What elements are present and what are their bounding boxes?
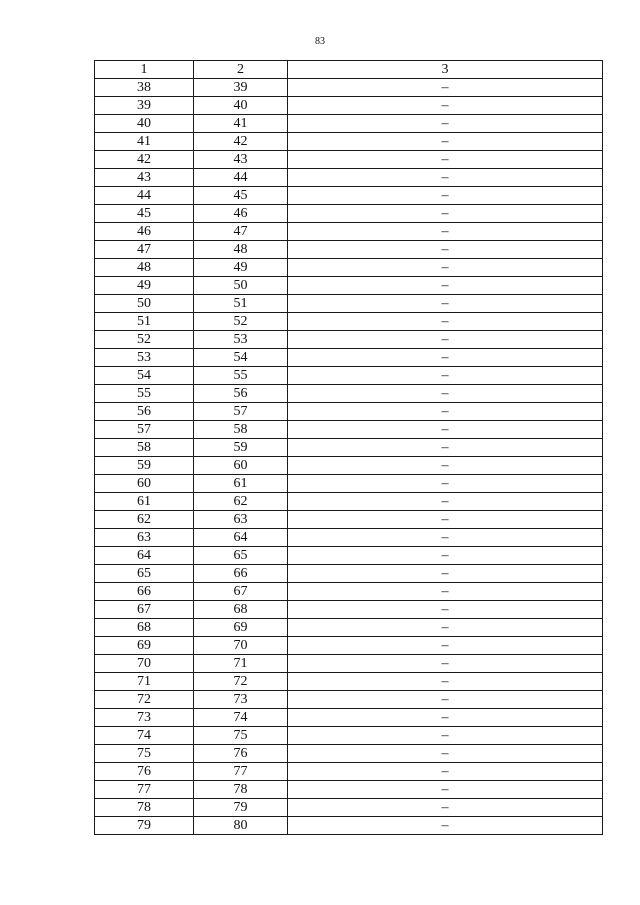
table-cell-col-1: 48	[95, 259, 194, 277]
table-cell-col-1: 64	[95, 547, 194, 565]
table-row	[95, 511, 603, 529]
table-cell-col-3: –	[288, 781, 603, 799]
table-cell-col-2: 45	[194, 187, 288, 205]
table-cell-col-3: –	[288, 475, 603, 493]
table-row	[95, 277, 603, 295]
table-header	[95, 61, 603, 79]
table-cell-col-2: 43	[194, 151, 288, 169]
table-row	[95, 583, 603, 601]
table-cell-col-3: –	[288, 583, 603, 601]
table-row	[95, 745, 603, 763]
data-table	[94, 60, 603, 835]
table-cell-col-3: –	[288, 205, 603, 223]
table-row	[95, 727, 603, 745]
table-row	[95, 133, 603, 151]
table-cell-col-3: –	[288, 79, 603, 97]
table-cell-col-3: –	[288, 151, 603, 169]
table-cell-col-3: –	[288, 673, 603, 691]
table-row	[95, 709, 603, 727]
table-cell-col-1: 52	[95, 331, 194, 349]
table-cell-col-1: 57	[95, 421, 194, 439]
table-cell-col-3: –	[288, 763, 603, 781]
table-row	[95, 439, 603, 457]
table-cell-col-3: –	[288, 493, 603, 511]
table-cell-col-2: 39	[194, 79, 288, 97]
table-cell-col-2: 72	[194, 673, 288, 691]
table-cell-col-3: –	[288, 619, 603, 637]
table-cell-col-2: 59	[194, 439, 288, 457]
column-header-3: 3	[288, 61, 603, 79]
table-cell-col-1: 59	[95, 457, 194, 475]
table-cell-col-2: 70	[194, 637, 288, 655]
table-cell-col-2: 71	[194, 655, 288, 673]
table-cell-col-1: 69	[95, 637, 194, 655]
table-cell-col-3: –	[288, 385, 603, 403]
table-cell-col-3: –	[288, 367, 603, 385]
table-cell-col-2: 51	[194, 295, 288, 313]
table-cell-col-3: –	[288, 529, 603, 547]
table-cell-col-1: 65	[95, 565, 194, 583]
table-cell-col-3: –	[288, 223, 603, 241]
table-row	[95, 349, 603, 367]
column-header-1: 1	[95, 61, 194, 79]
table-cell-col-2: 69	[194, 619, 288, 637]
table-cell-col-1: 67	[95, 601, 194, 619]
table-cell-col-1: 50	[95, 295, 194, 313]
table-cell-col-1: 47	[95, 241, 194, 259]
table-row	[95, 331, 603, 349]
table-row	[95, 493, 603, 511]
table-cell-col-1: 49	[95, 277, 194, 295]
table-cell-col-3: –	[288, 655, 603, 673]
table-body	[95, 79, 603, 835]
table-cell-col-3: –	[288, 817, 603, 835]
table-cell-col-2: 80	[194, 817, 288, 835]
table-cell-col-2: 63	[194, 511, 288, 529]
table-cell-col-3: –	[288, 709, 603, 727]
table-row	[95, 655, 603, 673]
table-cell-col-1: 42	[95, 151, 194, 169]
table-cell-col-3: –	[288, 403, 603, 421]
table-cell-col-2: 77	[194, 763, 288, 781]
table-row	[95, 457, 603, 475]
table-row	[95, 421, 603, 439]
table-row	[95, 637, 603, 655]
table-cell-col-3: –	[288, 745, 603, 763]
table-cell-col-2: 61	[194, 475, 288, 493]
table-row	[95, 673, 603, 691]
table-cell-col-2: 50	[194, 277, 288, 295]
table-cell-col-1: 40	[95, 115, 194, 133]
table-cell-col-3: –	[288, 259, 603, 277]
table-cell-col-1: 61	[95, 493, 194, 511]
table-row	[95, 601, 603, 619]
page-number: 83	[315, 36, 325, 47]
table-cell-col-1: 38	[95, 79, 194, 97]
table-cell-col-2: 79	[194, 799, 288, 817]
table-cell-col-1: 56	[95, 403, 194, 421]
table-cell-col-2: 53	[194, 331, 288, 349]
table-cell-col-2: 41	[194, 115, 288, 133]
table-row	[95, 205, 603, 223]
table-cell-col-1: 79	[95, 817, 194, 835]
table-cell-col-3: –	[288, 799, 603, 817]
table-cell-col-3: –	[288, 241, 603, 259]
table-cell-col-1: 75	[95, 745, 194, 763]
table-cell-col-1: 76	[95, 763, 194, 781]
table-cell-col-3: –	[288, 97, 603, 115]
table-cell-col-3: –	[288, 277, 603, 295]
table-cell-col-3: –	[288, 133, 603, 151]
table-cell-col-3: –	[288, 421, 603, 439]
table-cell-col-1: 60	[95, 475, 194, 493]
table-cell-col-2: 57	[194, 403, 288, 421]
table-cell-col-2: 47	[194, 223, 288, 241]
table-cell-col-3: –	[288, 331, 603, 349]
table-row	[95, 799, 603, 817]
table-cell-col-2: 60	[194, 457, 288, 475]
table-cell-col-2: 73	[194, 691, 288, 709]
table-row	[95, 259, 603, 277]
table-cell-col-2: 52	[194, 313, 288, 331]
column-header-2: 2	[194, 61, 288, 79]
table-cell-col-3: –	[288, 547, 603, 565]
table-cell-col-1: 68	[95, 619, 194, 637]
table-cell-col-1: 58	[95, 439, 194, 457]
table-cell-col-2: 62	[194, 493, 288, 511]
table-row	[95, 151, 603, 169]
table-row	[95, 529, 603, 547]
table-cell-col-2: 67	[194, 583, 288, 601]
table-cell-col-1: 41	[95, 133, 194, 151]
table-cell-col-1: 43	[95, 169, 194, 187]
table-cell-col-1: 78	[95, 799, 194, 817]
table-cell-col-3: –	[288, 313, 603, 331]
table-row	[95, 79, 603, 97]
table-cell-col-3: –	[288, 601, 603, 619]
table-cell-col-1: 51	[95, 313, 194, 331]
table-cell-col-2: 58	[194, 421, 288, 439]
table-row	[95, 691, 603, 709]
table-row	[95, 169, 603, 187]
table-cell-col-2: 56	[194, 385, 288, 403]
table-cell-col-3: –	[288, 457, 603, 475]
table-cell-col-3: –	[288, 727, 603, 745]
table-cell-col-2: 74	[194, 709, 288, 727]
table-cell-col-1: 44	[95, 187, 194, 205]
table-row	[95, 367, 603, 385]
table-row	[95, 817, 603, 835]
table-cell-col-2: 75	[194, 727, 288, 745]
table-row	[95, 619, 603, 637]
table-cell-col-2: 49	[194, 259, 288, 277]
table-cell-col-3: –	[288, 169, 603, 187]
table-cell-col-1: 53	[95, 349, 194, 367]
table-cell-col-1: 46	[95, 223, 194, 241]
table-row	[95, 763, 603, 781]
table-cell-col-3: –	[288, 511, 603, 529]
table-cell-col-1: 39	[95, 97, 194, 115]
table-cell-col-1: 70	[95, 655, 194, 673]
table-cell-col-1: 63	[95, 529, 194, 547]
table-cell-col-1: 62	[95, 511, 194, 529]
table-row	[95, 241, 603, 259]
table-cell-col-3: –	[288, 565, 603, 583]
table-cell-col-1: 77	[95, 781, 194, 799]
table-cell-col-3: –	[288, 691, 603, 709]
table-cell-col-3: –	[288, 637, 603, 655]
table-cell-col-3: –	[288, 439, 603, 457]
table-row	[95, 547, 603, 565]
table-cell-col-2: 42	[194, 133, 288, 151]
table-row	[95, 295, 603, 313]
table-cell-col-2: 78	[194, 781, 288, 799]
table-cell-col-1: 72	[95, 691, 194, 709]
table-cell-col-2: 48	[194, 241, 288, 259]
table-cell-col-3: –	[288, 295, 603, 313]
table-cell-col-1: 45	[95, 205, 194, 223]
table-cell-col-3: –	[288, 349, 603, 367]
table-row	[95, 781, 603, 799]
table-cell-col-2: 55	[194, 367, 288, 385]
table-row	[95, 385, 603, 403]
table-cell-col-2: 68	[194, 601, 288, 619]
table-cell-col-1: 73	[95, 709, 194, 727]
table-row	[95, 313, 603, 331]
table-row	[95, 403, 603, 421]
table-cell-col-3: –	[288, 115, 603, 133]
table-row	[95, 223, 603, 241]
table-row	[95, 187, 603, 205]
table-cell-col-1: 54	[95, 367, 194, 385]
table-cell-col-2: 64	[194, 529, 288, 547]
table-cell-col-1: 66	[95, 583, 194, 601]
table-cell-col-1: 71	[95, 673, 194, 691]
table-cell-col-2: 54	[194, 349, 288, 367]
table-cell-col-2: 76	[194, 745, 288, 763]
table-row	[95, 475, 603, 493]
table-cell-col-2: 46	[194, 205, 288, 223]
table-cell-col-2: 40	[194, 97, 288, 115]
table-cell-col-2: 44	[194, 169, 288, 187]
table-cell-col-2: 66	[194, 565, 288, 583]
table-cell-col-2: 65	[194, 547, 288, 565]
table-row	[95, 565, 603, 583]
table-row	[95, 97, 603, 115]
table-cell-col-1: 55	[95, 385, 194, 403]
table-row	[95, 115, 603, 133]
table-cell-col-3: –	[288, 187, 603, 205]
table-cell-col-1: 74	[95, 727, 194, 745]
header-row	[95, 61, 603, 79]
